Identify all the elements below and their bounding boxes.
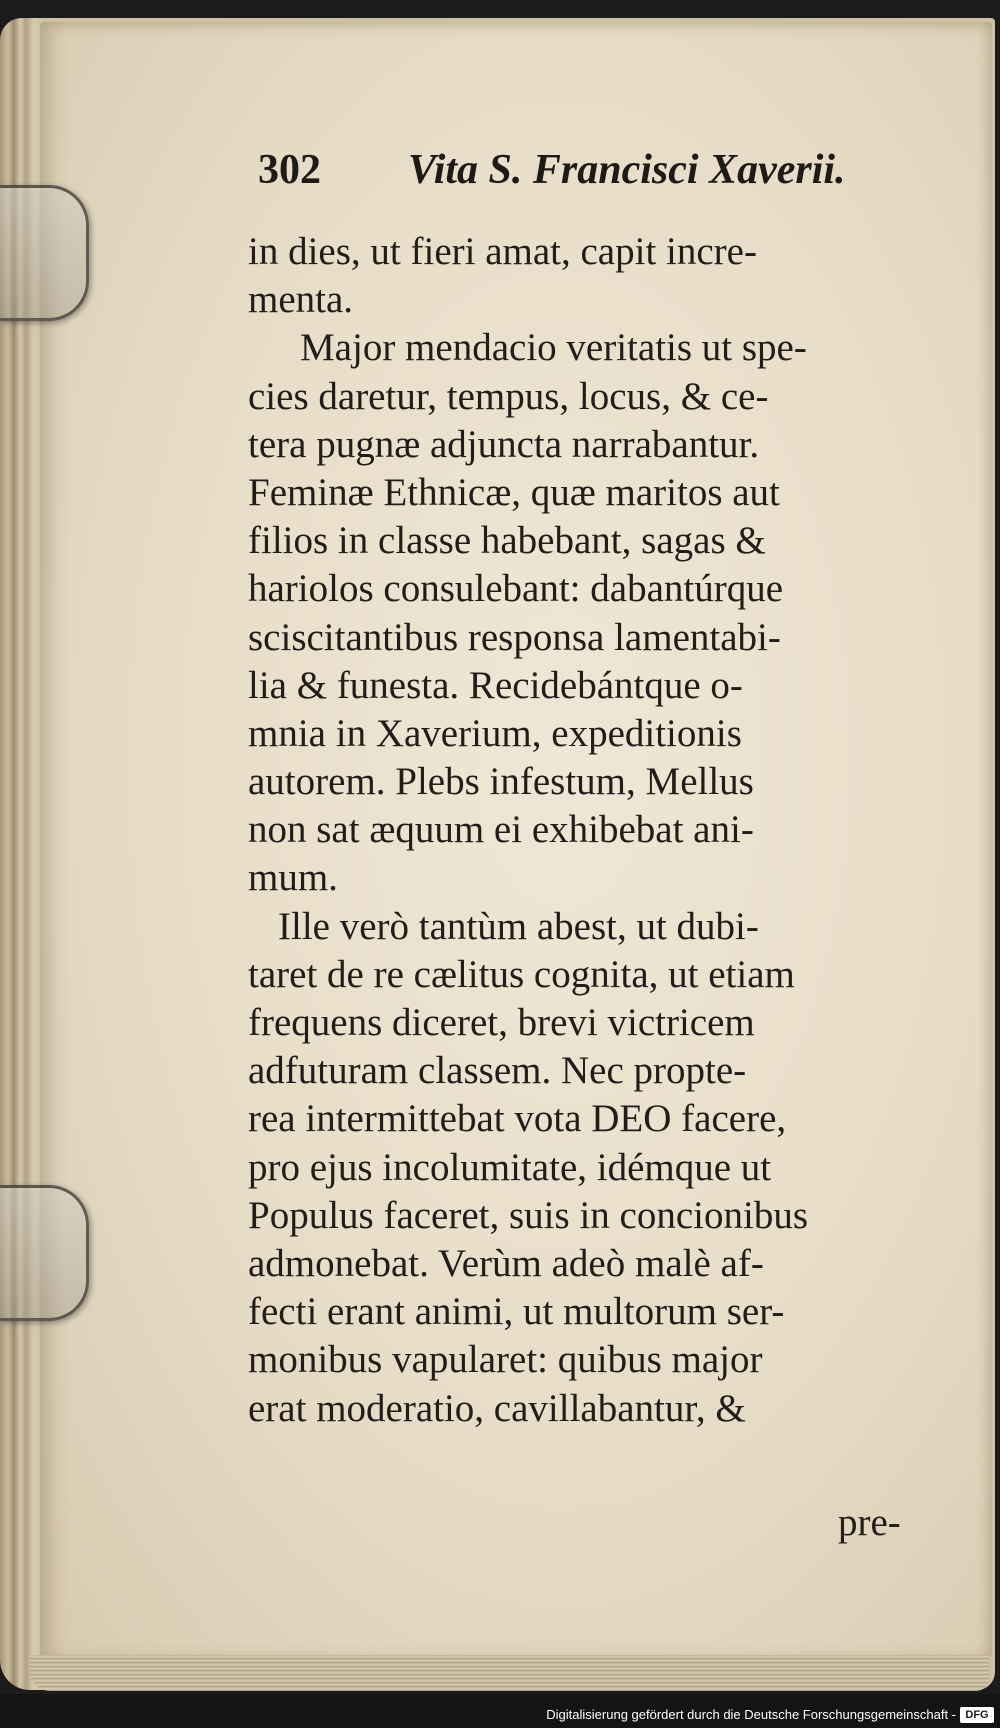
text-line: Ille verò tantùm abest, ut dubi- xyxy=(278,904,759,948)
text-line: admonebat. Verùm adeò malè af- xyxy=(248,1241,764,1285)
text-line: lia & funesta. Recidebántque o- xyxy=(248,663,743,707)
text-line: non sat æquum ei exhibebat ani- xyxy=(248,808,754,852)
digitization-notice: Digitalisierung gefördert durch die Deutsche Forschungsgemeinschaft - xyxy=(546,1707,956,1722)
page-clip-bottom xyxy=(0,1185,89,1321)
text-line: hariolos consulebant: dabantúrque xyxy=(248,567,784,611)
page-clip-top xyxy=(0,185,89,321)
text-line: fecti erant animi, ut multorum ser- xyxy=(248,1290,785,1334)
text-line: menta. xyxy=(248,278,354,322)
text-line: pro ejus incolumitate, idémque ut xyxy=(248,1145,772,1189)
text-line: adfuturam classem. Nec propte- xyxy=(248,1049,747,1093)
text-line: Major mendacio veritatis ut spe- xyxy=(300,326,807,370)
text-line: taret de re cælitus cognita, ut etiam xyxy=(248,952,795,996)
text-line: cies daretur, tempus, locus, & ce- xyxy=(248,374,769,418)
body-text xyxy=(248,228,928,1433)
text-line: filios in classe habebant, sagas & xyxy=(248,519,766,563)
text-line: autorem. Plebs infestum, Mellus xyxy=(248,760,754,804)
text-line: in dies, ut fieri amat, capit incre- xyxy=(248,230,757,273)
text-line: Feminæ Ethnicæ, quæ maritos aut xyxy=(248,470,780,514)
running-title: Vita S. Francisci Xaverii. xyxy=(408,147,846,193)
text-line: erat moderatio, cavillabantur, & xyxy=(248,1386,746,1430)
text-line: mnia in Xaverium, expeditionis xyxy=(248,711,742,755)
text-line: Populus faceret, suis in concionibus xyxy=(248,1193,808,1237)
text-line: frequens diceret, brevi victricem xyxy=(248,1001,755,1044)
page-number: 302 xyxy=(258,147,321,193)
text-line: sciscitantibus responsa lamentabi- xyxy=(248,615,781,659)
running-head xyxy=(258,146,878,202)
book-bottom-edge xyxy=(30,1655,990,1691)
dfg-logo: DFG xyxy=(960,1707,994,1723)
text-line: rea intermittebat vota DEO facere, xyxy=(248,1097,787,1141)
text-line: tera pugnæ adjuncta narrabantur. xyxy=(248,422,760,466)
text-line: mum. xyxy=(248,856,338,900)
text-line: monibus vapularet: quibus major xyxy=(248,1338,763,1382)
catchword: pre- xyxy=(838,1501,901,1544)
